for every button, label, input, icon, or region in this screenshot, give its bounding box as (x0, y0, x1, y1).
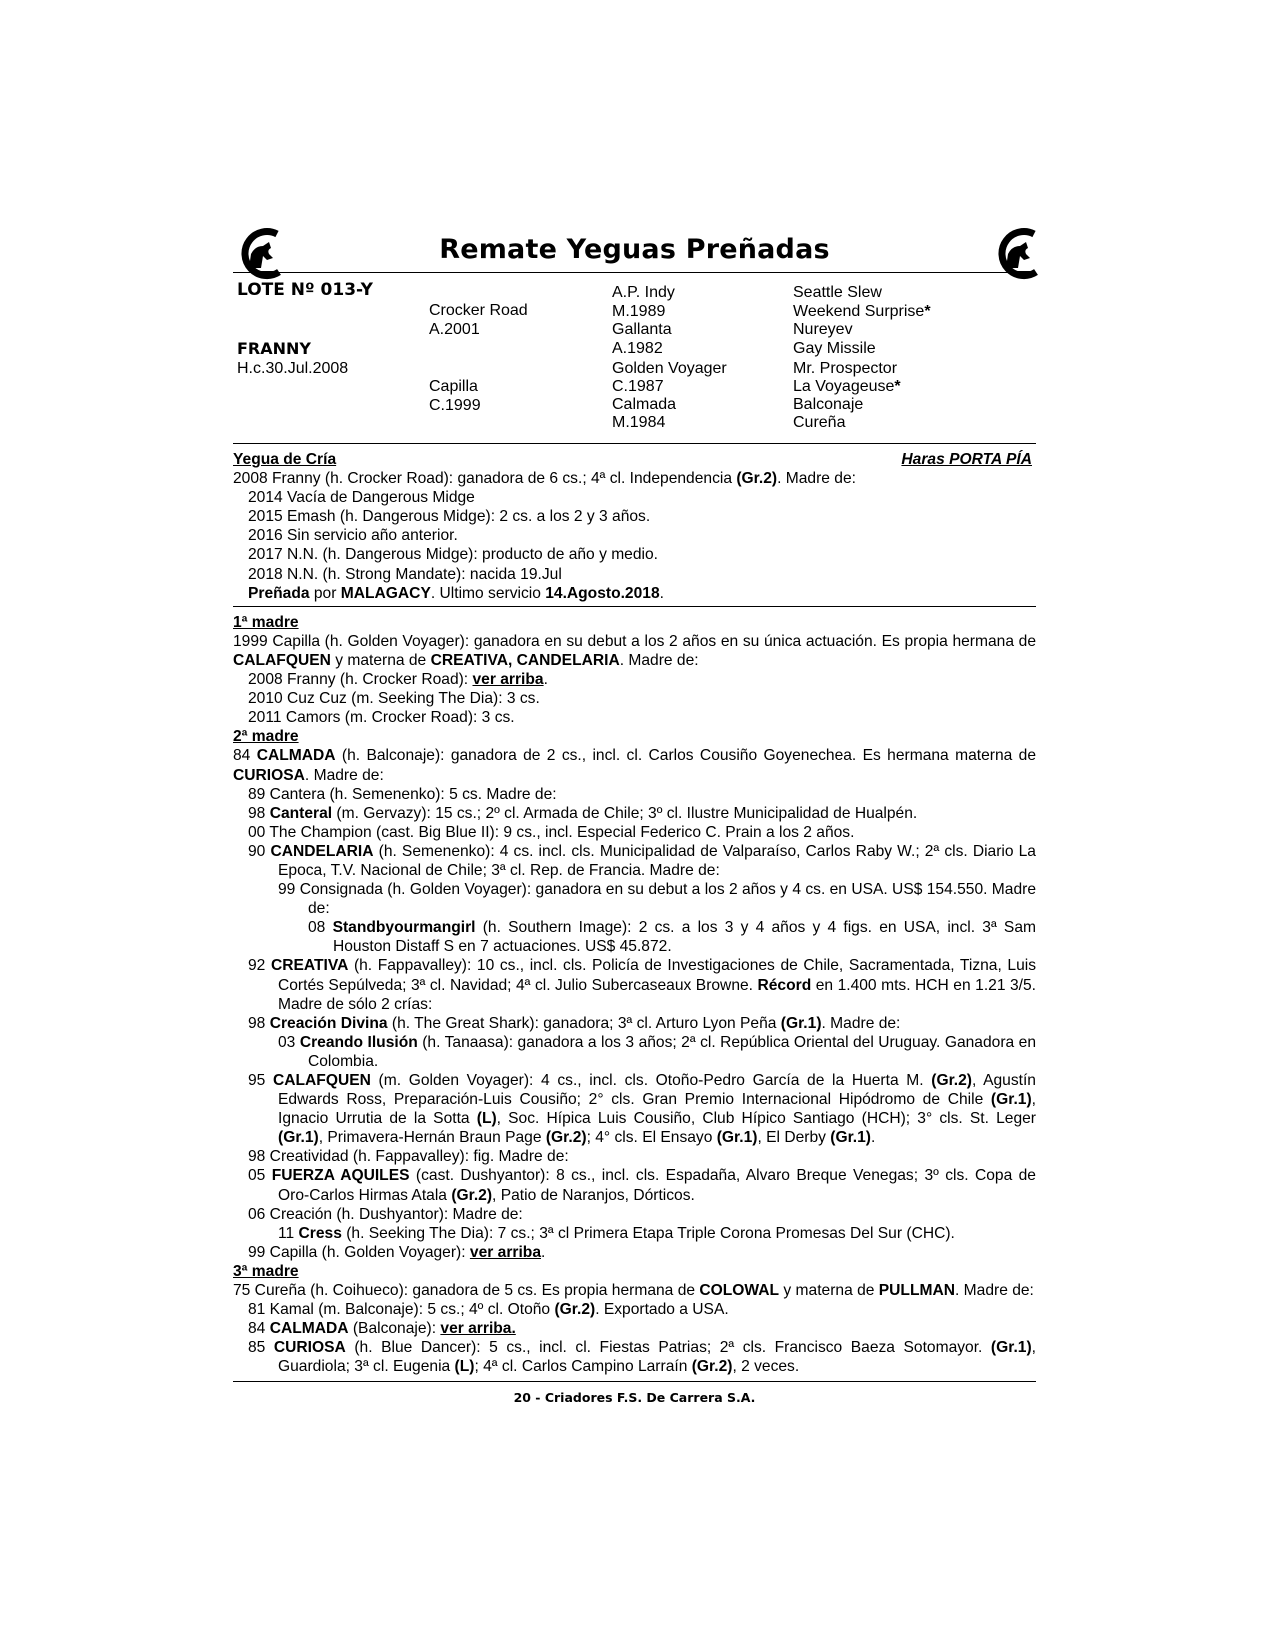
produce-line: 85 CURIOSA (h. Blue Dancer): 5 cs., incl. cl. Fiestas Patrias; 2ª cls. Francisco Baeza Sotomayor. (Gr.1), Guardiola; 3ª cl. Eugenia (L); 4ª cl. Carlos Campino Larraín (Gr.2), 2 veces. (248, 1339, 1036, 1376)
produce-line: 2008 Franny (h. Crocker Road): ver arriba. (248, 671, 548, 689)
dam-dam-info: M.1984 (612, 414, 666, 431)
ancestor-2: Weekend Surprise* (793, 303, 931, 320)
ver-arriba-link: ver arriba (472, 671, 544, 689)
yegua-intro: 2008 Franny (h. Crocker Road): ganadora de 6 cs.; 4ª cl. Independencia (Gr.2). Madre de: (233, 470, 856, 488)
sire-dam-info: A.1982 (612, 340, 663, 357)
produce-line: 08 Standbyourmangirl (h. Southern Image): 2 cs. a los 3 y 4 años y 4 figs. en USA, incl. 3ª Sam Houston Distaff S en 7 actuaciones. US$ 45.872. (308, 919, 1036, 956)
ancestor-4: Gay Missile (793, 340, 876, 357)
produce-line: 2011 Camors (m. Crocker Road): 3 cs. (248, 709, 515, 727)
sire-name: Crocker Road (429, 302, 528, 319)
produce-line: 95 CALAFQUEN (m. Golden Voyager): 4 cs., incl. cls. Otoño-Pedro García de la Huerta M. (Gr.2), Agustín Edwards Ross, Preparación-Luis Cousiño; 2° cls. Gran Premio Internacional Hipódromo de Chile (Gr.1), Ignacio Urrutia de la Sotta (L), Soc. Hípica Luis Cousiño, Club Hípico Santiago (HCH); 3° cls. St. Leger (Gr.1), Primavera-Hernán Braun Page (Gr.2); 4° cls. El Ensayo (Gr.1), El Derby (Gr.1). (248, 1072, 1036, 1147)
ancestor-3: Nureyev (793, 321, 853, 338)
pregnancy-line: Preñada por MALAGACY. Ultimo servicio 14.Agosto.2018. (248, 584, 664, 602)
produce-line: 06 Creación (h. Dushyantor): Madre de: (248, 1205, 523, 1223)
dam-dam-name: Calmada (612, 396, 677, 413)
lot-number: LOTE Nº 013-Y (237, 280, 373, 300)
dam-sire-info: C.1987 (612, 378, 664, 395)
produce-line: 03 Creando Ilusión (h. Tanaasa): ganadora a los 3 años; 2ª cl. República Oriental del Uruguay. Ganadora en Colombia. (278, 1033, 1036, 1070)
ancestor-5: Mr. Prospector (793, 360, 898, 377)
produce-line: 2015 Emash (h. Dangerous Midge): 2 cs. a los 2 y 3 años. (248, 508, 651, 526)
produce-line: 81 Kamal (m. Balconaje): 5 cs.; 4º cl. Otoño (Gr.2). Exportado a USA. (248, 1301, 729, 1319)
produce-line: 2014 Vacía de Dangerous Midge (248, 489, 475, 507)
haras-name: Haras PORTA PÍA (901, 451, 1032, 468)
ancestor-7: Balconaje (793, 396, 864, 413)
page-footer: 20 - Criadores F.S. De Carrera S.A. (513, 1389, 756, 1405)
ver-arriba-link: ver arriba (469, 1243, 541, 1261)
yegua-heading: Yegua de Cría (233, 451, 337, 468)
yegua-section (233, 450, 1036, 603)
sire-sire-info: M.1989 (612, 303, 666, 320)
third-dam-heading: 3ª madre (233, 1262, 299, 1280)
first-dam-intro: 1999 Capilla (h. Golden Voyager): ganadora en su debut a los 2 años en su única actuación. Es propia hermana de CALAFQUEN y materna de CREATIVA, CANDELARIA. Madre de: (233, 632, 1036, 669)
page-title: Remate Yeguas Preñadas (439, 234, 830, 265)
produce-line: 00 The Champion (cast. Big Blue II): 9 cs., incl. Especial Federico C. Prain a los 2 años. (248, 823, 855, 841)
produce-line: 99 Capilla (h. Golden Voyager): ver arriba. (248, 1243, 546, 1261)
ver-arriba-link: ver arriba. (440, 1320, 516, 1338)
pedigree-rule (233, 443, 1036, 444)
horse-name: FRANNY (237, 339, 311, 358)
produce-line: 05 FUERZA AQUILES (cast. Dushyantor): 8 cs., incl. cls. Espadaña, Alvaro Breque Venegas; 3º cls. Copa de Oro-Carlos Hirmas Atala (Gr.2), Patio de Naranjos, Dórticos. (248, 1167, 1036, 1204)
produce-line: 98 Creatividad (h. Fappavalley): fig. Madre de: (248, 1148, 569, 1166)
produce-line: 2018 N.N. (h. Strong Mandate): nacida 19.Jul (248, 565, 562, 583)
produce-line: 84 CALMADA (Balconaje): ver arriba. (248, 1320, 516, 1338)
ancestor-6: La Voyageuse* (793, 378, 901, 395)
produce-line: 2010 Cuz Cuz (m. Seeking The Dia): 3 cs. (248, 690, 540, 708)
ancestor-8: Cureña (793, 414, 846, 431)
second-dam-intro: 84 CALMADA (h. Balconaje): ganadora de 2 cs., incl. cl. Carlos Cousiño Goyenechea. Es hermana materna de CURIOSA. Madre de: (233, 747, 1037, 784)
sire-info: A.2001 (429, 321, 480, 338)
produce-line: 99 Consignada (h. Golden Voyager): ganadora en su debut a los 2 años y 4 cs. en USA. US$ 154.550. Madre de: (278, 881, 1036, 918)
footer-rule (233, 1381, 1036, 1382)
dam-name: Capilla (429, 378, 478, 395)
page-header (233, 200, 1036, 272)
produce-line: 98 Creación Divina (h. The Great Shark): ganadora; 3ª cl. Arturo Lyon Peña (Gr.1). Madre de: (248, 1014, 901, 1032)
horse-info: H.c.30.Jul.2008 (237, 360, 349, 377)
produce-line: 2017 N.N. (h. Dangerous Midge): producto de año y medio. (248, 546, 658, 564)
produce-line: 11 Cress (h. Seeking The Dia): 7 cs.; 3ª cl Primera Etapa Triple Corona Promesas Del Sur (CHC). (278, 1224, 955, 1242)
ancestor-1: Seattle Slew (793, 284, 882, 301)
dam-info: C.1999 (429, 397, 481, 414)
sire-dam-name: Gallanta (612, 321, 672, 338)
catalog-page (233, 200, 1036, 1405)
produce-line: 92 CREATIVA (h. Fappavalley): 10 cs., incl. cls. Policía de Investigaciones de Chile, Sacramentada, Tizna, Luis Cortés Sepúlveda; 3ª cl. Navidad; 4ª cl. Julio Subercaseaux Browne. Récord en 1.400 mts. HCH en 1.21 3/5. Madre de sólo 2 crías: (248, 957, 1037, 1013)
pedigree-table (233, 273, 1036, 443)
first-dam-section (233, 613, 1036, 1377)
section-rule (233, 606, 1036, 607)
first-dam-heading: 1ª madre (233, 613, 299, 631)
produce-line: 89 Cantera (h. Semenenko): 5 cs. Madre de: (248, 785, 557, 803)
second-dam-heading: 2ª madre (233, 728, 299, 746)
third-dam-intro: 75 Cureña (h. Coihueco): ganadora de 5 cs. Es propia hermana de COLOWAL y materna de PULLMAN. Madre de: (233, 1282, 1034, 1300)
produce-line: 90 CANDELARIA (h. Semenenko): 4 cs. incl. cls. Municipalidad de Valparaíso, Carlos Raby W.; 2ª cls. Diario La Epoca, T.V. Nacional de Chile; 3ª cl. Rep. de Francia. Madre de: (248, 842, 1036, 879)
sire-sire-name: A.P. Indy (612, 284, 675, 301)
produce-line: 2016 Sin servicio año anterior. (248, 527, 458, 545)
produce-line: 98 Canteral (m. Gervazy): 15 cs.; 2º cl. Armada de Chile; 3º cl. Ilustre Municipalidad de Hualpén. (248, 804, 918, 822)
dam-sire-name: Golden Voyager (612, 360, 727, 377)
